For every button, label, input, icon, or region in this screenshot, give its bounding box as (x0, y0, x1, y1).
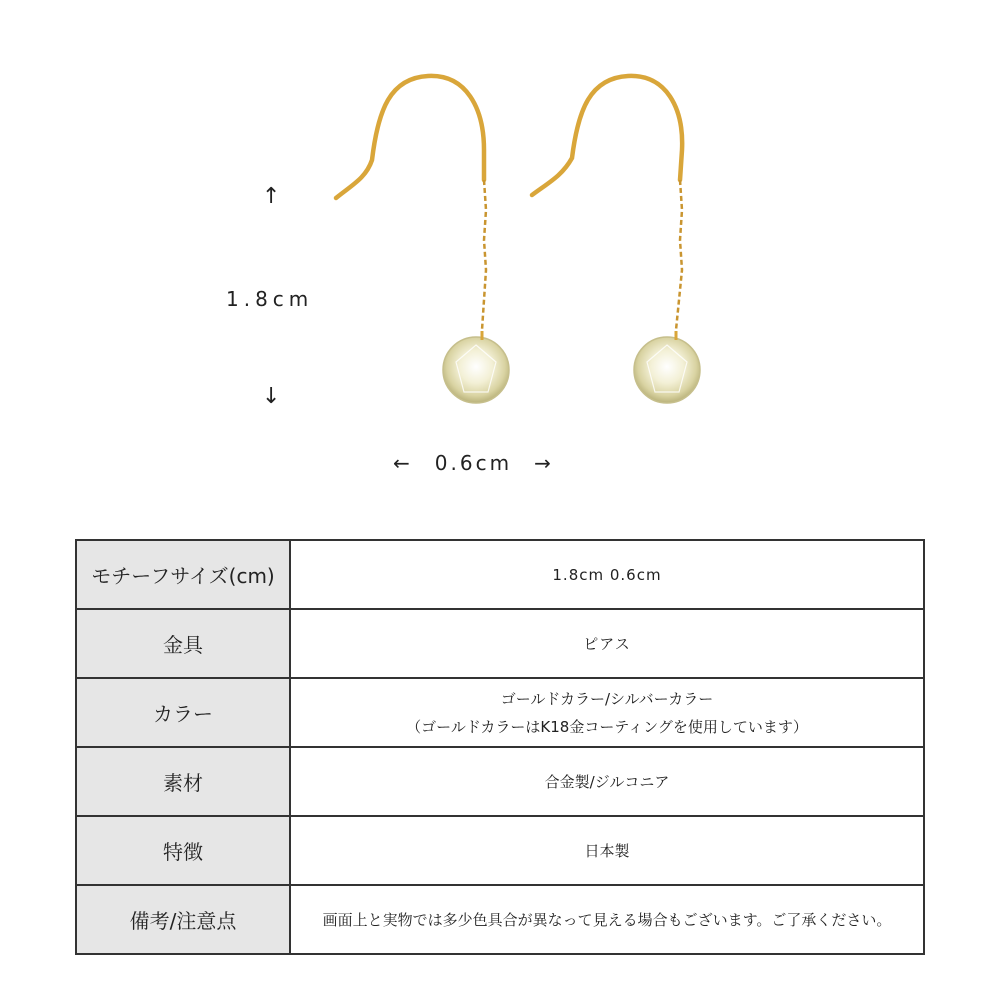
left-zirconia (443, 337, 509, 403)
table-row (76, 609, 924, 678)
row-label: 金具 (76, 609, 290, 678)
table-row (76, 885, 924, 954)
table-row (76, 540, 924, 609)
table-row (76, 747, 924, 816)
width-dimension-row (393, 451, 554, 475)
color-line-1: ゴールドカラー/シルバーカラー (500, 689, 714, 708)
row-value: ピアス (290, 609, 924, 678)
spec-table (75, 539, 925, 955)
down-arrow-icon: ↓ (262, 384, 281, 409)
left-earring (336, 76, 509, 403)
row-label: モチーフサイズ(cm) (76, 540, 290, 609)
row-label: カラー (76, 678, 290, 747)
row-label: 備考/注意点 (76, 885, 290, 954)
left-arrow-icon: ← (393, 451, 413, 475)
row-value: 合金製/ジルコニア (290, 747, 924, 816)
right-zirconia (634, 337, 700, 403)
row-value: 画面上と実物では多少色具合が異なって見える場合もございます。ご了承ください。 (290, 885, 924, 954)
color-line-2: （ゴールドカラーはK18金コーティングを使用しています） (406, 717, 808, 736)
right-arrow-icon: → (534, 451, 554, 475)
row-value (290, 678, 924, 747)
row-value: 1.8cm 0.6cm (290, 540, 924, 609)
table-row (76, 678, 924, 747)
row-label: 素材 (76, 747, 290, 816)
right-earring (532, 76, 700, 403)
width-dimension: 0.6cm (434, 451, 513, 475)
up-arrow-icon: ↑ (262, 184, 281, 209)
row-value: 日本製 (290, 816, 924, 885)
table-row (76, 816, 924, 885)
row-label: 特徴 (76, 816, 290, 885)
height-dimension: 1.8cm (226, 287, 314, 311)
